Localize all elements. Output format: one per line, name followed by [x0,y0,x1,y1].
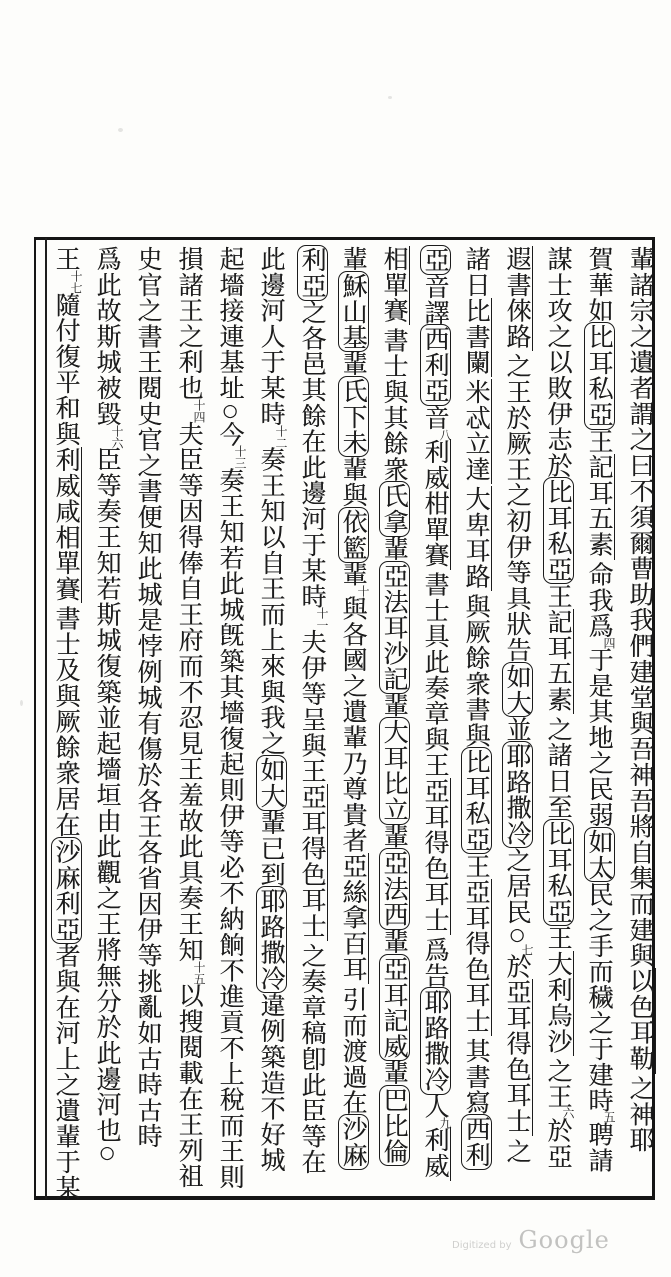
text-run: 賀華如 [585,246,614,324]
text-run: 臣等奏王知若斯城復築並起墻垣由此觀之王將無分於此邊河也 [93,446,122,1144]
text-run: 音譯 [421,273,450,326]
text-run: 輩 [339,561,368,588]
proper-noun-lined: 亞耳得色耳士 [298,784,327,939]
text-run: 輩 [380,692,409,719]
text-run: 輩諸宗之遺者謂之曰不須爾曹助我們建堂與吾神吾將自集而建與 [626,246,655,969]
text-column-2 [580,246,618,1206]
proper-noun-boxed: 亞法西 [380,850,409,928]
proper-noun-boxed: 西利亞 [421,326,450,404]
text-column-1 [621,246,659,1206]
verse-number: 九 [438,1117,452,1130]
text-column-9 [293,246,331,1206]
text-run: 之諸日至 [544,716,573,820]
text-run: 聘請 [585,1121,614,1174]
text-run: 輩與 [339,456,368,509]
proper-noun-boxed: 比耳私亞 [544,820,573,924]
text-run: 之奏章稿卽此臣等在 [298,942,327,1176]
text-run: 之神耶 [626,1075,655,1154]
proper-noun-boxed: 亞 [421,247,450,273]
text-run: 王 [585,428,614,455]
proper-noun-lined: 遐書倈路 [503,246,532,350]
text-run: 命我爲 [585,561,614,640]
verse-number: 五 [602,1111,616,1124]
text-run: 諸日 [462,246,491,298]
text-run: 之各邑其餘在此邊河于某時 [298,299,327,610]
text-column-15 [47,246,85,1206]
proper-noun-boxed: 氏拿 [380,483,409,535]
text-run: 引而渡過在 [339,986,368,1116]
verse-number: 四 [602,637,616,650]
text-run: 隨付復平和與 [52,291,81,447]
proper-noun-boxed: 耶路撒冷 [503,743,532,847]
proper-noun-lined: 利威柑單賽 [421,438,450,568]
text-run: 夫伊等呈與王 [298,629,327,785]
verse-number: 八 [438,428,452,441]
text-run: 王 [544,924,573,951]
text-run: 者與在河上之遺輩于某 [52,942,81,1201]
text-run: 王 [462,853,491,880]
proper-noun-lined: 亞絲拿百耳 [339,853,368,983]
proper-noun-lined: 大卑耳路 [462,486,491,590]
proper-noun-boxed: 比耳私亞 [462,749,491,853]
proper-noun-lined: 大利烏沙 [544,950,573,1054]
proper-noun-lined: 利威 [421,1127,450,1180]
text-column-12 [170,246,208,1206]
text-run: 今 [216,421,245,448]
proper-noun-boxed: 耶路撒冷 [257,888,286,992]
text-column-10 [252,246,290,1206]
text-column-6 [416,246,454,1206]
text-run: 之居民 [503,847,532,925]
scan-speck [388,96,392,99]
text-run: 輩 [339,351,368,378]
proper-noun-boxed: 如大 [503,663,532,716]
text-run: 於 [503,953,532,980]
verse-number: 六 [561,1107,575,1120]
text-run: 輩 [339,246,368,272]
proper-noun-boxed: 如太 [585,828,614,881]
section-circle: ○ [220,400,240,422]
proper-noun-boxed: 耶路撒冷 [421,989,450,1093]
text-run: 民之手而穢之于建時 [585,881,614,1114]
text-run: 輩 [380,928,409,955]
text-run: 此邊河人于某時 [257,246,286,427]
text-column-14 [88,246,126,1206]
text-run: 爲告 [421,936,450,989]
verse-number: 十二 [274,424,288,449]
section-circle: ○ [507,924,527,946]
text-run: 輩 [380,823,409,850]
verse-number: 十五 [192,960,206,985]
text-run: 人 [421,1093,450,1120]
text-run: 輩 [380,535,409,562]
text-run: 並 [503,716,532,743]
proper-noun-boxed: 比耳私亞 [585,324,614,428]
text-run: 之王於厥王之初伊等具狀告 [503,353,532,663]
text-run: 輩 [380,1059,409,1086]
text-run: 書士與其餘衆 [380,327,409,483]
proper-noun-lined: 以色耳勒 [626,968,655,1072]
proper-noun-lined: 利威咸相單賽 [52,446,81,602]
text-run: 爲此故斯城被毀 [93,246,122,427]
text-run: 之 [503,1138,532,1165]
text-run: 違例築造不好城 [257,992,286,1174]
verse-number: 七 [520,943,534,956]
text-column-13 [129,246,167,1206]
text-run: 損諸王之利也 [175,246,204,401]
text-run: 於亞 [544,1117,573,1170]
verse-number: 十 [356,585,370,598]
watermark-google-logo: Google [518,1226,610,1254]
proper-noun-boxed: 西利 [462,1116,491,1169]
scan-speck [20,700,23,706]
proper-noun-lined: 比書闌 [462,297,491,376]
text-run: 與各國之遺輩乃尊貴者 [339,595,368,854]
section-circle: ○ [97,1143,117,1165]
text-run: 書士具此奏章與王 [421,571,450,779]
verse-number: 十七 [69,269,83,294]
text-run: 起墻接連基址 [216,246,245,401]
watermark [452,1226,610,1254]
proper-noun-lined: 記耳五素 [544,609,573,713]
proper-noun-boxed: 亞法耳沙記 [380,562,409,692]
proper-noun-boxed: 比耳私亞 [544,479,573,583]
text-run: 書士及與厥餘衆居在 [52,605,81,838]
text-column-11 [211,246,249,1206]
text-run: 之王 [544,1057,573,1110]
proper-noun-lined: 記耳五素 [585,454,614,558]
text-column-7 [375,246,413,1206]
text-run: 夫臣等因得俸自王府而不忍見王羞故此具奏王知 [175,420,204,963]
scan-speck [118,128,123,132]
text-column-3 [539,246,577,1206]
verse-number: 十四 [192,398,206,423]
text-run: 其書寫 [462,1038,491,1116]
verse-number: 十三 [233,445,247,470]
proper-noun-boxed: 如大 [257,757,286,809]
proper-noun-boxed: 穌山基 [339,272,368,351]
text-run: 王 [544,583,573,610]
proper-noun-boxed: 亞耳記威 [380,955,409,1059]
proper-noun-lined: 亞耳得色耳士 [503,979,532,1135]
text-run: 史官之書王閱史官之書便知此城是悖例城有傷於各王各省因伊等挑亂如古時古時 [134,246,163,1149]
proper-noun-lined: 亞耳得色耳士 [421,778,450,933]
proper-noun-lined: 亞耳得色耳士 [462,879,491,1035]
text-run: 奏王知若此城旣築其墻復起則伊等必不納餉不進貢不上稅而王則 [216,467,245,1190]
text-run: 奏王知以自王而上來與我之 [257,446,286,757]
text-run: 音 [421,404,450,431]
text-run: 以搜閱載在王列祖 [175,982,204,1190]
proper-noun-boxed: 沙麻利亞 [52,838,81,942]
verse-number: 十六 [110,424,124,449]
text-column-4 [498,246,536,1206]
text-column-5 [457,246,495,1206]
text-run: 謀士攻之以敗伊志於 [544,246,573,479]
proper-noun-lined: 相單賽 [380,246,409,324]
verse-number: 十一 [315,607,329,632]
text-run: 王 [52,246,81,272]
proper-noun-boxed: 氏下未 [339,378,368,456]
text-column-8 [334,246,372,1206]
proper-noun-boxed: 沙麻 [339,1116,368,1169]
proper-noun-boxed: 利亞 [298,247,327,299]
text-run: 與厥餘衆書與 [462,593,491,749]
text-run: 輩已到 [257,809,286,888]
text-run: 于是其地之民弱 [585,647,614,828]
proper-noun-boxed: 依籃 [339,509,368,561]
proper-noun-lined: 米忒立達 [462,379,491,483]
watermark-digitized-by-label: Digitized by [452,1240,512,1251]
proper-noun-boxed: 大耳比立 [380,719,409,823]
proper-noun-boxed: 巴比倫 [380,1086,409,1165]
